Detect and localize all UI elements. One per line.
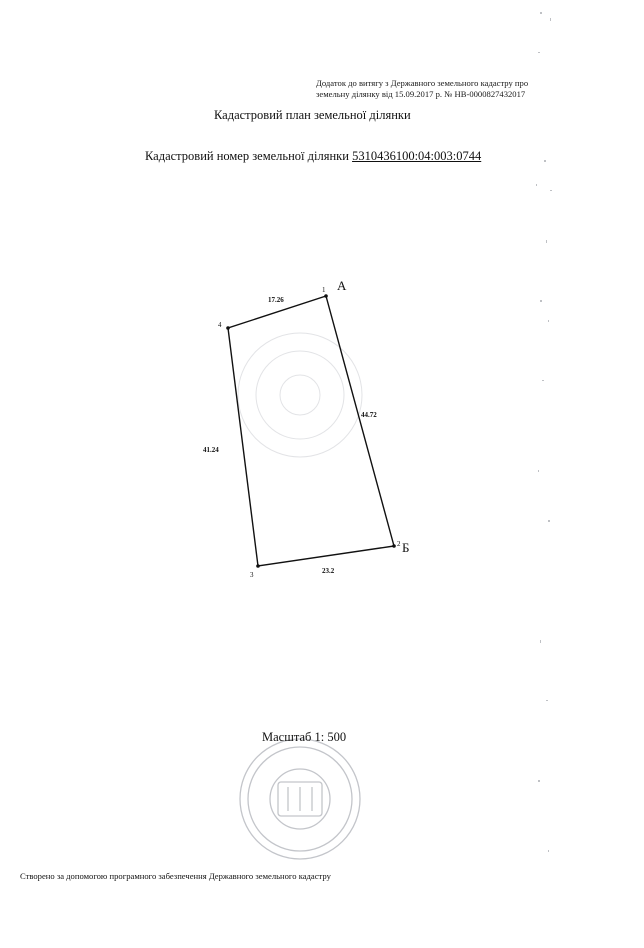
side-3-4-length: 41.24: [203, 446, 219, 454]
vertex-2-label: 2: [397, 540, 401, 548]
cadastral-number-value: 5310436100:04:003:0744: [352, 149, 482, 163]
vertex-1-label: 1: [322, 286, 326, 294]
annex-line-2: земельну ділянку від 15.09.2017 р. № НВ-0000827432017: [316, 89, 526, 99]
page-title: Кадастровий план земельної ділянки: [214, 108, 411, 122]
annex-line-1: Додаток до витягу з Державного земельного кадастру про: [316, 78, 529, 88]
official-seal: [238, 737, 368, 867]
footer-note: Створено за допомогою програмного забезпечення Державного земельного кадастру: [20, 871, 331, 881]
vertex-4-point: [226, 326, 230, 330]
vertex-1-mark: А: [337, 278, 347, 293]
side-4-1-length: 17.26: [268, 296, 284, 304]
vertex-4-label: 4: [218, 321, 222, 329]
vertex-3-point: [256, 564, 260, 568]
side-2-3-length: 23.2: [322, 567, 335, 575]
vertex-3-label: 3: [250, 571, 254, 579]
scale-label: Масштаб 1: 500: [262, 730, 347, 744]
scan-edge-artifacts: [520, 0, 644, 948]
plot-boundary: [228, 296, 394, 566]
side-1-2-length: 44.72: [361, 411, 377, 419]
vertex-2-mark: Б: [402, 540, 410, 555]
ghost-stamp: [238, 333, 362, 457]
cadastral-number-label: Кадастровий номер земельної ділянки: [145, 149, 349, 163]
vertex-2-point: [392, 544, 396, 548]
vertex-1-point: [324, 294, 328, 298]
